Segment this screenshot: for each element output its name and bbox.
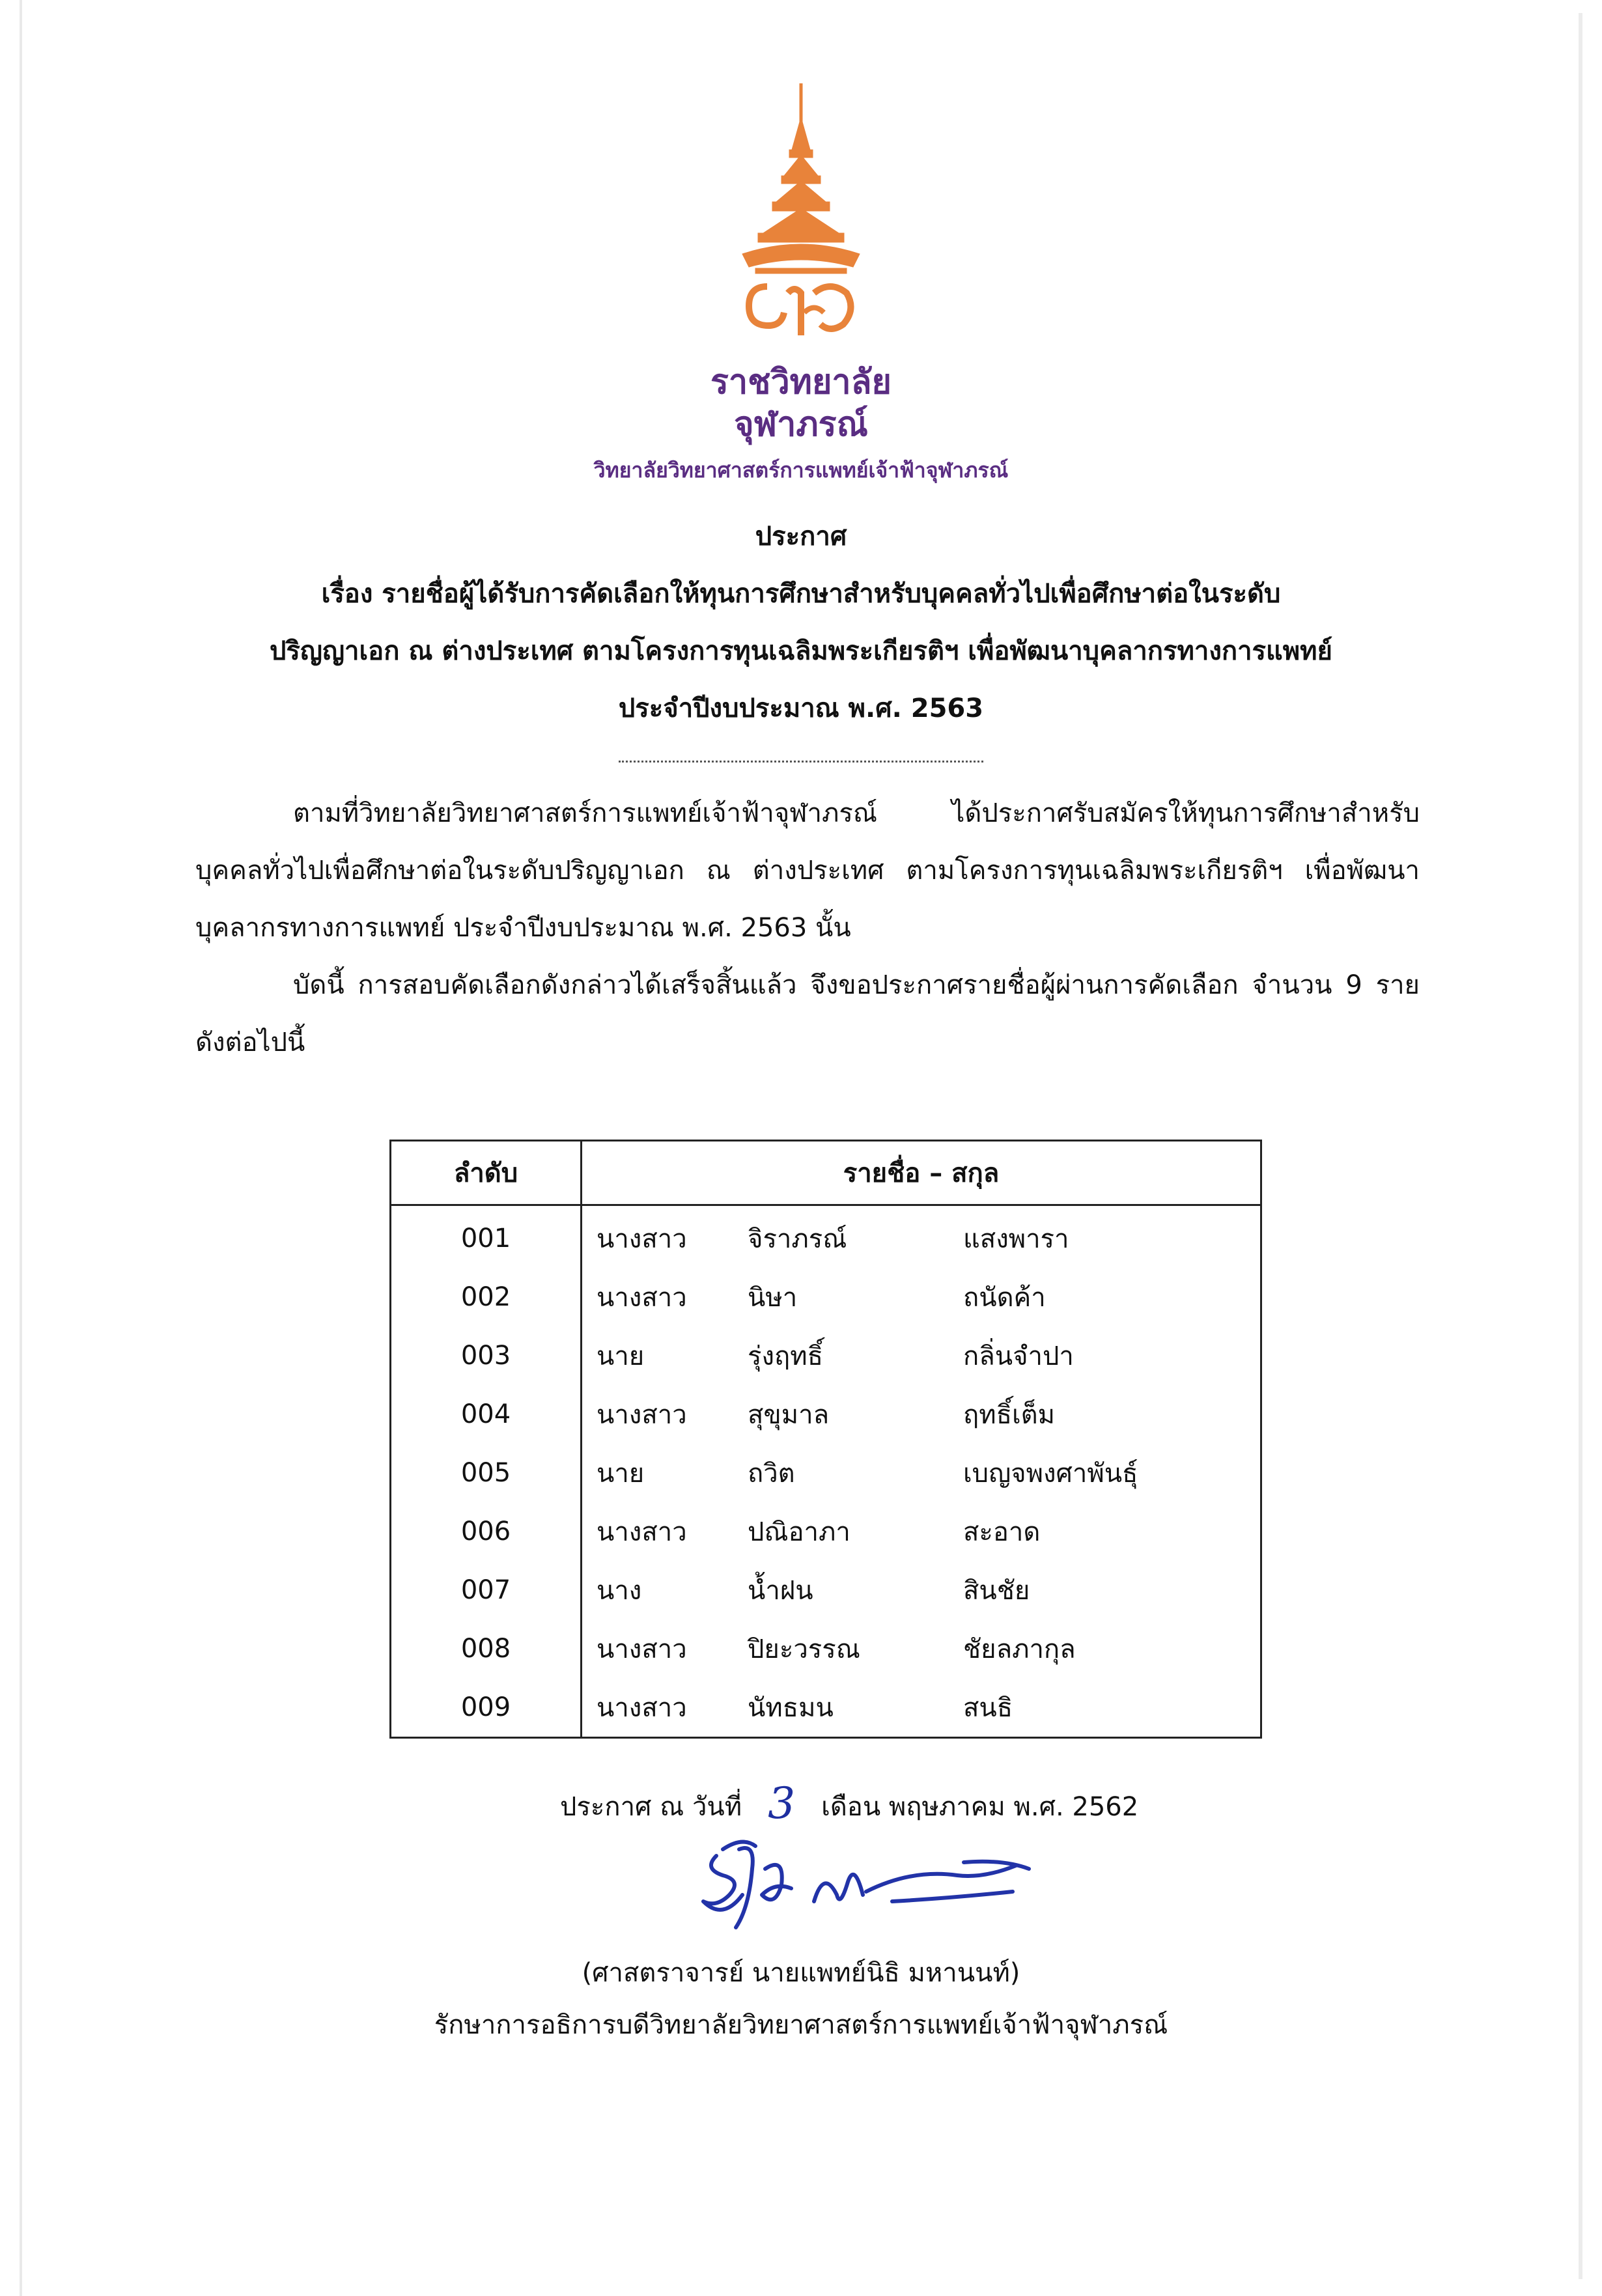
cell-first-name: นัทธมน [748, 1693, 834, 1723]
cell-order: 006 [391, 1502, 582, 1561]
table-row [391, 1326, 1261, 1385]
announcement-date [560, 1778, 1139, 1828]
body-paragraph-2-text: บัดนี้ การสอบคัดเลือกดังกล่าวได้เสร็จสิ้นแล้ว จึงขอประกาศรายชื่อผู้ผ่านการคัดเลือก จำนวน 9 ราย ดังต่อไปนี้ [195, 970, 1420, 1057]
cell-first-name: น้ำฝน [748, 1576, 813, 1606]
body-paragraph-1 [195, 785, 1420, 957]
cell-last-name: ถนัดค้า [963, 1283, 1046, 1313]
cell-title: นางสาว [597, 1224, 687, 1254]
royal-crown-emblem-icon [716, 78, 886, 352]
subject-line-1: เรื่อง รายชื่อผู้ได้รับการคัดเลือกให้ทุนการศึกษาสำหรับบุคคลทั่วไปเพื่อศึกษาต่อในระดับ [321, 579, 1281, 609]
org-name-line2: จุฬาภรณ์ [734, 405, 868, 444]
cell-order: 005 [391, 1444, 582, 1502]
cell-last-name: เบญจพงศาพันธุ์ [963, 1459, 1138, 1489]
cell-first-name: สุขุมาล [748, 1400, 830, 1430]
cell-first-name: รุ่งฤทธิ์ [748, 1341, 824, 1371]
table-row [391, 1444, 1261, 1502]
cell-order: 008 [391, 1619, 582, 1678]
subject-line-3: ประจำปีงบประมาณ พ.ศ. 2563 [618, 693, 984, 723]
date-day-handwritten: 3 [768, 1778, 796, 1828]
handwritten-signature-icon [677, 1830, 1042, 1940]
cell-last-name: สนธิ [963, 1693, 1013, 1723]
table-row [391, 1385, 1261, 1444]
cell-title: นาย [597, 1341, 645, 1371]
date-suffix: เดือน พฤษภาคม พ.ศ. 2562 [821, 1792, 1139, 1822]
cell-first-name: นิษา [748, 1283, 798, 1313]
cell-title: นางสาว [597, 1283, 687, 1313]
org-name-line1: ราชวิทยาลัย [710, 363, 892, 402]
cell-title: นางสาว [597, 1400, 687, 1430]
column-header-name: รายชื่อ – สกุล [582, 1141, 1261, 1205]
cell-last-name: ชัยลภากุล [963, 1634, 1076, 1664]
subject-line-2: ปริญญาเอก ณ ต่างประเทศ ตามโครงการทุนเฉลิมพระเกียรติฯ เพื่อพัฒนาบุคลากรทางการแพทย์ [270, 636, 1332, 666]
table-header-row [391, 1141, 1261, 1205]
table-row [391, 1205, 1261, 1268]
recipients-table [389, 1140, 1262, 1739]
cell-last-name: สะอาด [963, 1517, 1041, 1547]
cell-order: 003 [391, 1326, 582, 1385]
cell-title: นางสาว [597, 1517, 687, 1547]
cell-last-name: ฤทธิ์เต็ม [963, 1400, 1056, 1430]
announcement-heading: ประกาศ [755, 522, 847, 552]
cell-title: นาย [597, 1459, 645, 1489]
body-paragraph-2 [195, 957, 1420, 1071]
date-prefix: ประกาศ ณ วันที่ [560, 1792, 742, 1822]
cell-first-name: ปิยะวรรณ [748, 1634, 860, 1664]
column-header-order: ลำดับ [391, 1141, 582, 1205]
cell-title: นาง [597, 1576, 642, 1606]
cell-title: นางสาว [597, 1634, 687, 1664]
table-row [391, 1561, 1261, 1619]
table-row [391, 1502, 1261, 1561]
scan-edge [20, 0, 22, 2296]
signer-name: (ศาสตราจารย์ นายแพทย์นิธิ มหานนท์) [582, 1958, 1020, 1988]
body-paragraph-1-text: ตามที่วิทยาลัยวิทยาศาสตร์การแพทย์เจ้าฟ้าจุฬาภรณ์ ได้ประกาศรับสมัครให้ทุนการศึกษาสำหรับบุคคลทั่วไปเพื่อศึกษาต่อในระดับปริญญาเอก ณ ต่างประเทศ ตามโครงการทุนเฉลิมพระเกียรติฯ เพื่อพัฒนาบุคลากรทางการแพทย์ ประจำปีงบประมาณ พ.ศ. 2563 นั้น [195, 798, 1420, 943]
cell-first-name: จิราภรณ์ [748, 1224, 847, 1254]
cell-order: 007 [391, 1561, 582, 1619]
cell-title: นางสาว [597, 1693, 687, 1723]
cell-first-name: ถวิต [748, 1459, 795, 1489]
cell-last-name: สินชัย [963, 1576, 1030, 1606]
table-row [391, 1678, 1261, 1738]
cell-first-name: ปณิอาภา [748, 1517, 850, 1547]
dotted-divider [619, 761, 983, 763]
cell-order: 002 [391, 1268, 582, 1326]
cell-order: 001 [391, 1205, 582, 1268]
table-row [391, 1619, 1261, 1678]
org-subtitle: วิทยาลัยวิทยาศาสตร์การแพทย์เจ้าฟ้าจุฬาภรณ์ [593, 458, 1009, 483]
cell-order: 004 [391, 1385, 582, 1444]
table-row [391, 1268, 1261, 1326]
cell-last-name: กลิ่นจำปา [963, 1341, 1074, 1371]
signer-position: รักษาการอธิการบดีวิทยาลัยวิทยาศาสตร์การแพทย์เจ้าฟ้าจุฬาภรณ์ [434, 2010, 1168, 2040]
cell-last-name: แสงพารา [963, 1224, 1069, 1254]
scan-edge [1579, 13, 1582, 2279]
cell-order: 009 [391, 1678, 582, 1738]
